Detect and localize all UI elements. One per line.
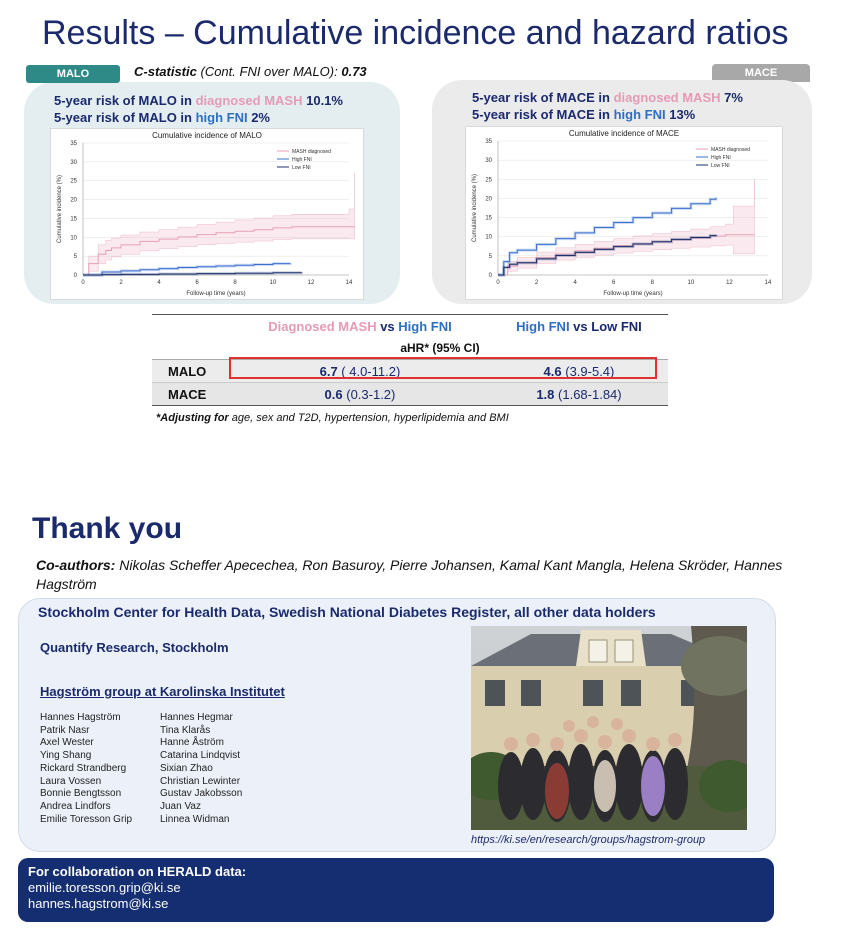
ack-data-holders: Stockholm Center for Health Data, Swedish National Diabetes Register, all other data holders <box>38 604 656 620</box>
y-tick-label: 15 <box>70 216 77 223</box>
name-list-item: Rickard Strandberg <box>40 762 127 774</box>
ci-band <box>83 173 355 275</box>
mace-risk-fni: 5-year risk of MACE in high FNI 13% <box>472 107 696 122</box>
footnote: *Adjusting for age, sex and T2D, hypertension, hyperlipidemia and BMI <box>156 412 509 424</box>
x-tick-label: 0 <box>81 280 85 286</box>
x-axis-label: Follow-up time (years) <box>603 291 663 297</box>
name-list-item: Emilie Toresson Grip <box>40 813 133 825</box>
y-tick-label: 30 <box>485 158 492 165</box>
x-tick-label: 6 <box>612 280 616 286</box>
y-tick-label: 35 <box>485 139 492 145</box>
x-axis-label: Follow-up time (years) <box>186 291 246 297</box>
name-list-item: Christian Lewinter <box>160 775 241 787</box>
group-photo-image <box>471 626 747 830</box>
legend-entry: Low FNI <box>711 163 730 169</box>
name-list-item: Tina Klarås <box>160 724 211 736</box>
row-label-mace: MACE <box>168 386 207 402</box>
y-tick-label: 5 <box>73 254 77 261</box>
x-tick-label: 2 <box>534 280 539 286</box>
malo-hr-1: 6.7 ( 4.0-11.2) <box>319 363 401 379</box>
y-axis-label: Cumulative incidence (%) <box>472 173 478 243</box>
name-list-item: Patrik Nasr <box>40 724 90 736</box>
name-list-item: Gustav Jakobsson <box>160 788 243 800</box>
y-tick-label: 10 <box>485 234 492 241</box>
coauthors: Co-authors: Nikolas Scheffer Apecechea, Ron Basuroy, Pierre Johansen, Kamal Kant Mangla, Helena Skröder, Hannes Hagström <box>36 557 783 592</box>
x-tick-label: 10 <box>687 280 695 286</box>
mace-chart-svg <box>466 127 782 299</box>
name-list-item: Ying Shang <box>40 750 92 762</box>
y-axis-label: Cumulative incidence (%) <box>57 174 63 244</box>
group-url-link[interactable]: https://ki.se/en/research/groups/hagstrom-group <box>471 834 706 846</box>
y-tick-label: 25 <box>485 177 492 184</box>
x-tick-label: 6 <box>195 280 199 286</box>
contact-heading: For collaboration on HERALD data: <box>28 864 247 879</box>
x-tick-label: 8 <box>650 280 654 286</box>
contact-email-2[interactable]: hannes.hagstrom@ki.se <box>28 896 169 911</box>
malo-hr-2: 4.6 (3.9-5.4) <box>543 363 615 379</box>
y-tick-label: 30 <box>70 159 77 166</box>
contact-email-1[interactable]: emilie.toresson.grip@ki.se <box>28 880 181 895</box>
group-photo <box>471 626 747 830</box>
name-list-item: Bonnie Bengtsson <box>40 788 122 800</box>
name-list-item: Hannes Hagström <box>40 712 121 723</box>
name-list-item: Hanne Åström <box>160 737 224 749</box>
x-tick-label: 4 <box>157 280 161 286</box>
name-list-item: Catarina Lindqvist <box>160 750 241 762</box>
y-tick-label: 15 <box>485 215 492 222</box>
cstat-value: 0.73 <box>341 64 367 79</box>
x-tick-label: 0 <box>496 280 500 286</box>
malo-highlight-box <box>229 357 657 379</box>
col-header-high-vs-low: High FNI vs Low FNI <box>516 318 642 334</box>
chart-title: Cumulative incidence of MALO <box>152 131 262 140</box>
name-list-item: Axel Wester <box>40 737 94 749</box>
legend-entry: MASH diagnosed <box>292 149 331 155</box>
cstat-label: C-statistic <box>134 64 197 79</box>
names-column-2 <box>160 712 242 826</box>
mace-hr-1: 0.6 (0.3-1.2) <box>324 386 396 402</box>
name-list-item: Juan Vaz <box>160 800 201 812</box>
group-link[interactable]: Hagström group at Karolinska Institutet <box>40 684 285 699</box>
x-tick-label: 14 <box>764 280 772 286</box>
malo-chart-svg <box>51 129 363 299</box>
malo-risk-fni: 5-year risk of MALO in high FNI 2% <box>54 110 270 125</box>
table-subhead: aHR* (95% CI) <box>152 337 668 360</box>
mace-hr-2: 1.8 (1.68-1.84) <box>536 386 622 402</box>
table-row <box>152 383 668 406</box>
x-tick-label: 12 <box>307 280 315 286</box>
x-tick-label: 2 <box>119 280 123 286</box>
x-tick-label: 14 <box>345 280 353 286</box>
x-tick-label: 4 <box>573 280 577 286</box>
legend-entry: Low FNI <box>292 165 311 171</box>
legend-entry: MASH diagnosed <box>711 147 750 153</box>
slide-title: Results – Cumulative incidence and hazard ratios <box>42 14 789 52</box>
c-statistic <box>134 64 367 79</box>
ack-quantify: Quantify Research, Stockholm <box>40 640 229 655</box>
row-label-malo: MALO <box>168 363 207 379</box>
name-list-item: Laura Vossen <box>40 775 102 787</box>
y-tick-label: 25 <box>70 178 77 185</box>
name-list-item: Andrea Lindfors <box>40 800 111 812</box>
chart-title: Cumulative incidence of MACE <box>568 129 680 138</box>
x-tick-label: 8 <box>233 280 237 286</box>
y-tick-label: 10 <box>70 235 77 242</box>
malo-risk-mash: 5-year risk of MALO in diagnosed MASH 10.1% <box>54 93 343 108</box>
legend-entry: High FNI <box>292 157 312 163</box>
name-list-item: Hannes Hegmar <box>160 712 233 723</box>
y-tick-label: 0 <box>488 273 492 279</box>
names-column-1 <box>40 712 132 826</box>
malo-badge: MALO <box>26 65 120 83</box>
x-tick-label: 12 <box>726 280 733 286</box>
cstat-paren: (Cont. FNI over MALO): <box>200 64 338 79</box>
mace-chart <box>465 126 783 300</box>
mace-badge: MACE <box>712 64 810 82</box>
mace-risk-mash: 5-year risk of MACE in diagnosed MASH 7% <box>472 90 743 105</box>
y-tick-label: 20 <box>485 196 492 203</box>
y-tick-label: 20 <box>70 197 77 204</box>
y-tick-label: 35 <box>70 141 77 147</box>
thank-you-heading: Thank you <box>32 512 183 545</box>
x-tick-label: 10 <box>269 280 277 286</box>
name-list-item: Linnea Widman <box>160 813 230 825</box>
legend-entry: High FNI <box>711 155 731 161</box>
name-list-item: Sixian Zhao <box>160 762 213 774</box>
col-header-mash-vs-high: Diagnosed MASH vs High FNI <box>268 318 452 334</box>
y-tick-label: 0 <box>73 273 77 279</box>
malo-chart <box>50 128 364 300</box>
table-header-row <box>152 315 668 338</box>
contact-box <box>18 858 774 922</box>
y-tick-label: 5 <box>488 253 492 260</box>
